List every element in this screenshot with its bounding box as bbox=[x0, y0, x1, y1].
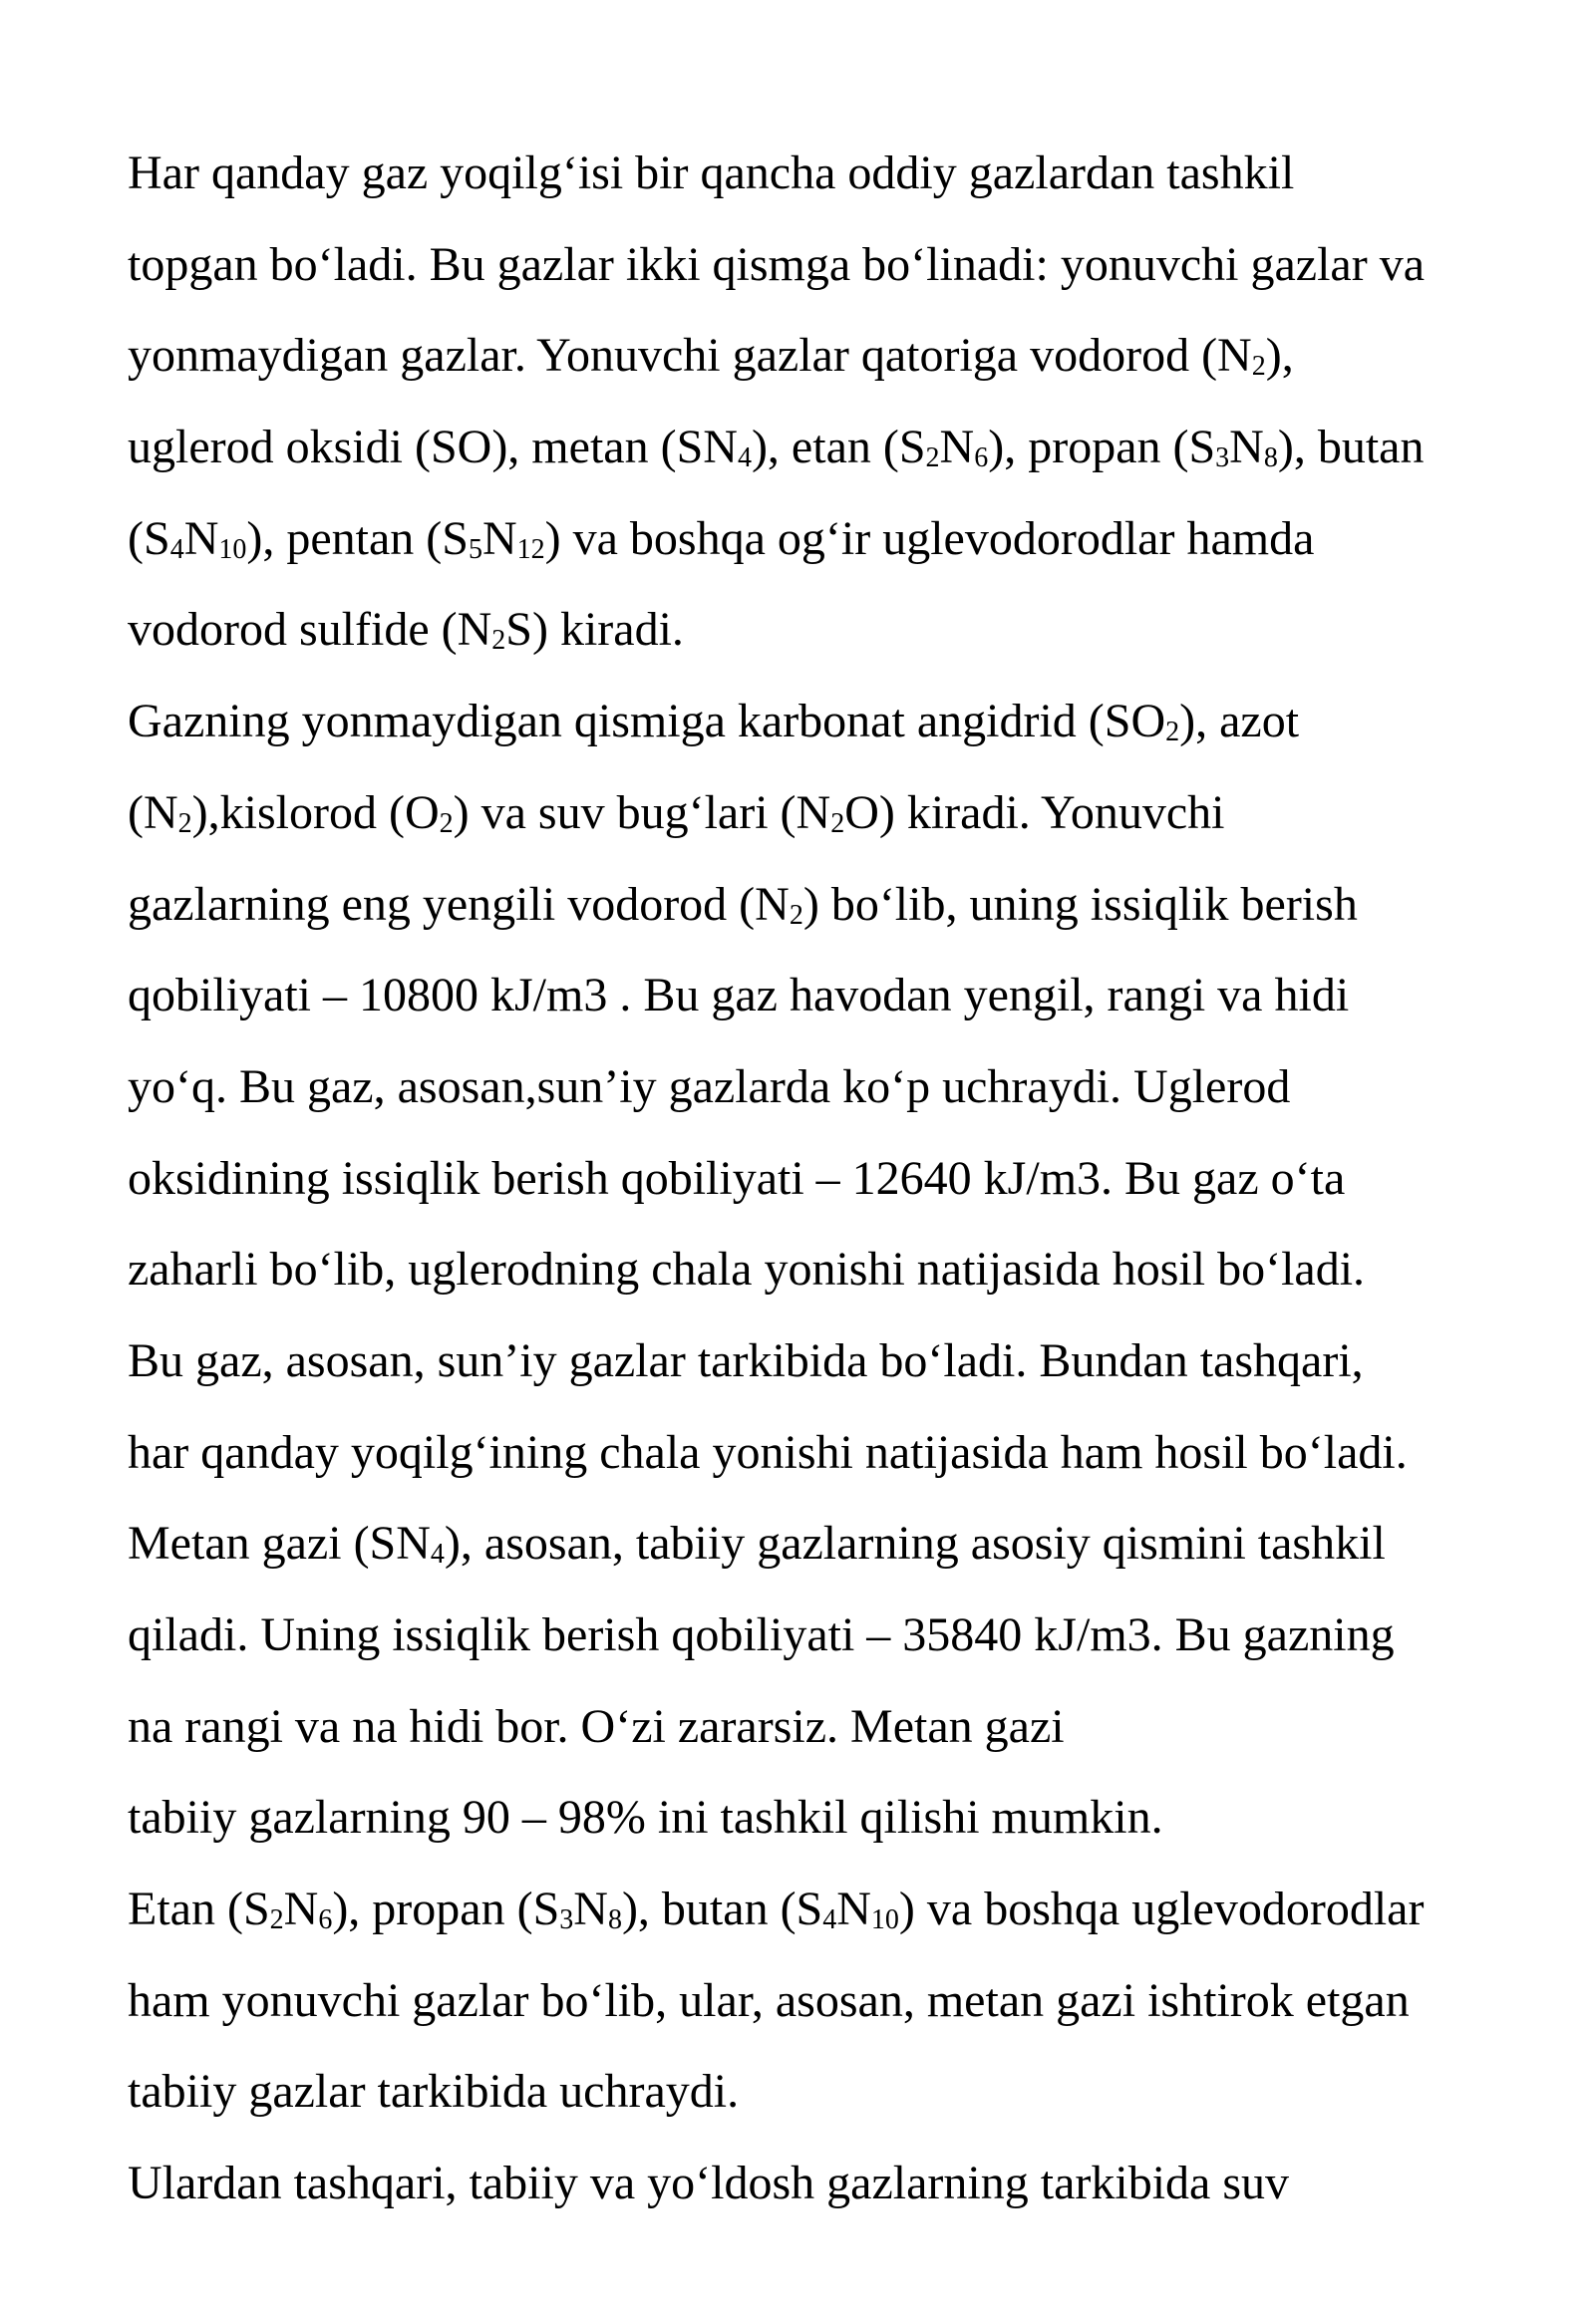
text-segment: S) kiradi. bbox=[505, 603, 684, 657]
text-line bbox=[128, 219, 1563, 311]
text-line bbox=[128, 859, 1563, 951]
subscript: 2 bbox=[491, 625, 506, 657]
text-segment: ), butan bbox=[1277, 421, 1425, 474]
text-segment: qobiliyati – 10800 kJ/m3 . Bu gaz havodan yengil, rangi va hidi bbox=[128, 969, 1350, 1022]
subscript: 2 bbox=[1165, 717, 1180, 748]
text-segment: N bbox=[283, 1883, 319, 1936]
subscript: 4 bbox=[822, 1904, 837, 1936]
subscript: 2 bbox=[830, 807, 845, 839]
text-segment: yonmaydigan gazlar. Yonuvchi gazlar qatoriga vodorod (N bbox=[128, 329, 1252, 383]
text-segment: N bbox=[836, 1883, 871, 1936]
subscript: 2 bbox=[1251, 351, 1266, 383]
text-line bbox=[128, 1681, 1563, 1773]
text-segment: ), butan (S bbox=[621, 1883, 823, 1936]
text-line bbox=[128, 950, 1563, 1041]
text-segment: O) kiradi. Yonuvchi bbox=[844, 785, 1225, 839]
text-segment: Gazning yonmaydigan qismiga karbonat angidrid (SO bbox=[128, 695, 1166, 748]
subscript: 4 bbox=[169, 533, 184, 565]
text-segment: Bu gaz, asosan, sun’iy gazlar tarkibida bo‘ladi. Bundan tashqari, bbox=[128, 1333, 1364, 1387]
text-segment: Metan gazi (SN bbox=[128, 1517, 431, 1571]
text-segment: Ulardan tashqari, tabiiy va yo‘ldosh gazlarning tarkibida suv bbox=[128, 2157, 1290, 2210]
subscript: 2 bbox=[439, 807, 454, 839]
text-line bbox=[128, 584, 1563, 676]
subscript: 12 bbox=[516, 533, 545, 565]
text-segment: yo‘q. Bu gaz, asosan,sun’iy gazlarda ko‘p uchraydi. Uglerod bbox=[128, 1059, 1291, 1113]
text-segment: N bbox=[183, 511, 219, 565]
text-line bbox=[128, 2046, 1563, 2138]
text-line bbox=[128, 310, 1563, 402]
text-segment: vodorod sulfide (N bbox=[128, 603, 492, 657]
text-segment: ), asosan, tabiiy gazlarning asosiy qismini tashkil bbox=[444, 1517, 1386, 1571]
subscript: 8 bbox=[607, 1904, 622, 1936]
subscript: 6 bbox=[974, 442, 989, 474]
subscript: 10 bbox=[870, 1904, 899, 1936]
text-segment: ham yonuvchi gazlar bo‘lib, ular, asosan, metan gazi ishtirok etgan bbox=[128, 1973, 1410, 2027]
text-segment: N bbox=[1229, 421, 1264, 474]
text-segment: ) va suv bug‘lari (N bbox=[453, 785, 831, 839]
text-segment: (S bbox=[128, 511, 170, 565]
text-line bbox=[128, 1955, 1563, 2047]
text-segment: qiladi. Uning issiqlik berish qobiliyati – 35840 kJ/m3. Bu gazning bbox=[128, 1608, 1395, 1661]
subscript: 4 bbox=[430, 1539, 445, 1571]
text-line bbox=[128, 1864, 1563, 1955]
subscript: 2 bbox=[269, 1904, 284, 1936]
text-segment: ), pentan (S bbox=[246, 511, 469, 565]
subscript: 8 bbox=[1263, 442, 1278, 474]
text-line bbox=[128, 1772, 1563, 1864]
text-segment: ) bo‘lib, uning issiqlik berish bbox=[802, 877, 1358, 931]
subscript: 3 bbox=[559, 1904, 574, 1936]
text-line bbox=[128, 493, 1563, 585]
text-segment: (N bbox=[128, 785, 178, 839]
text-line bbox=[128, 1407, 1563, 1499]
text-segment: topgan bo‘ladi. Bu gazlar ikki qismga bo‘linadi: yonuvchi gazlar va bbox=[128, 237, 1425, 291]
subscript: 2 bbox=[925, 442, 940, 474]
text-line bbox=[128, 1315, 1563, 1407]
subscript: 3 bbox=[1215, 442, 1230, 474]
text-segment: oksidining issiqlik berish qobiliyati – 12640 kJ/m3. Bu gaz o‘ta bbox=[128, 1151, 1346, 1205]
text-segment: Har qanday gaz yoqilg‘isi bir qancha oddiy gazlardan tashkil bbox=[128, 146, 1295, 199]
text-segment: ), azot bbox=[1179, 695, 1300, 748]
text-line bbox=[128, 1041, 1563, 1133]
text-segment: N bbox=[573, 1883, 608, 1936]
subscript: 4 bbox=[737, 442, 752, 474]
text-line bbox=[128, 1224, 1563, 1315]
text-segment: uglerod oksidi (SO), metan (SN bbox=[128, 421, 738, 474]
text-line bbox=[128, 2138, 1563, 2229]
text-segment: na rangi va na hidi bor. O‘zi zararsiz. Metan gazi bbox=[128, 1699, 1065, 1753]
subscript: 2 bbox=[789, 899, 803, 931]
subscript: 6 bbox=[318, 1904, 333, 1936]
text-line bbox=[128, 676, 1563, 767]
text-segment: N bbox=[939, 421, 975, 474]
text-line bbox=[128, 402, 1563, 493]
text-segment: tabiiy gazlarning 90 – 98% ini tashkil qilishi mumkin. bbox=[128, 1791, 1163, 1845]
text-line bbox=[128, 128, 1563, 219]
subscript: 2 bbox=[177, 807, 192, 839]
text-segment: ),kislorod (O bbox=[191, 785, 440, 839]
text-line bbox=[128, 1590, 1563, 1681]
text-segment: ), bbox=[1265, 329, 1294, 383]
text-line bbox=[128, 767, 1563, 859]
document-page bbox=[128, 128, 1563, 2229]
text-segment: har qanday yoqilg‘ining chala yonishi natijasida ham hosil bo‘ladi. bbox=[128, 1425, 1408, 1479]
text-line bbox=[128, 1133, 1563, 1225]
text-segment: Etan (S bbox=[128, 1883, 270, 1936]
text-segment: N bbox=[481, 511, 517, 565]
subscript: 5 bbox=[468, 533, 482, 565]
text-segment: ), propan (S bbox=[332, 1883, 560, 1936]
text-segment: ), etan (S bbox=[751, 421, 926, 474]
text-segment: tabiiy gazlar tarkibida uchraydi. bbox=[128, 2065, 740, 2119]
subscript: 10 bbox=[218, 533, 247, 565]
text-segment: ) va boshqa og‘ir uglevodorodlar hamda bbox=[544, 511, 1315, 565]
text-segment: zaharli bo‘lib, uglerodning chala yonishi natijasida hosil bo‘ladi. bbox=[128, 1243, 1366, 1297]
text-line bbox=[128, 1498, 1563, 1590]
text-segment: ) va boshqa uglevodorodlar bbox=[898, 1883, 1425, 1936]
text-segment: ), propan (S bbox=[988, 421, 1216, 474]
text-segment: gazlarning eng yengili vodorod (N bbox=[128, 877, 790, 931]
